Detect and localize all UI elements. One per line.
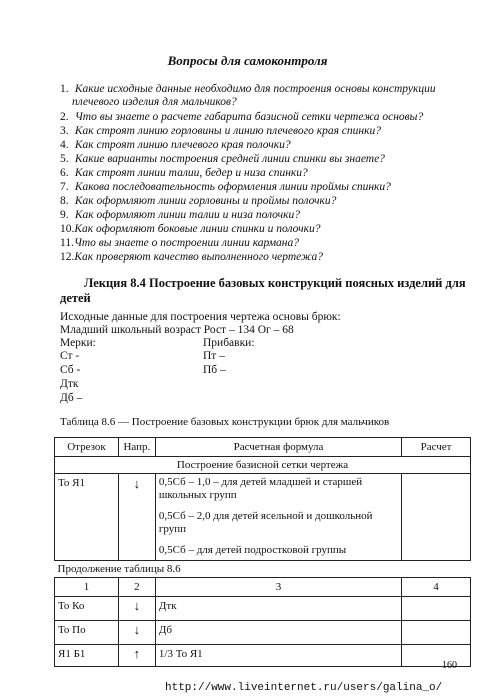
section-title: Вопросы для самоконтроля bbox=[167, 53, 328, 68]
segment-cell: То Я1 bbox=[55, 474, 119, 561]
question-item-continuation: плечевого изделия для мальчиков? bbox=[72, 96, 237, 108]
table-row bbox=[55, 597, 471, 621]
column-number-row bbox=[55, 578, 471, 597]
continuation-label: Продолжение таблицы 8.6 bbox=[55, 561, 471, 578]
arrow-down-icon: ↓ bbox=[118, 474, 155, 561]
arrow-up-icon: ↑ bbox=[118, 645, 155, 667]
column-number: 3 bbox=[155, 578, 401, 597]
calc-cell bbox=[402, 645, 471, 667]
table-caption: Таблица 8.6 — Построение базовых конструкции брюк для мальчиков bbox=[60, 416, 390, 428]
segment-cell: То Ко bbox=[55, 597, 119, 621]
column-header: Отрезок bbox=[55, 438, 119, 457]
lecture-heading: Лекция 8.4 Построение базовых конструкций поясных изделий для детей bbox=[60, 276, 466, 305]
column-header: Напр. bbox=[118, 438, 155, 457]
allowance-item: Пт – bbox=[203, 350, 225, 362]
arrow-down-icon: ↓ bbox=[118, 597, 155, 621]
table-row bbox=[55, 621, 471, 645]
footer-url: http://www.liveinternet.ru/users/galina_o/ bbox=[165, 682, 443, 694]
column-number: 4 bbox=[402, 578, 471, 597]
continuation-row bbox=[55, 561, 471, 578]
column-header: Расчет bbox=[402, 438, 471, 457]
formula-line: 0,5Сб – 1,0 – для детей младшей и старшей школьных групп bbox=[158, 476, 363, 501]
allowances-label: Прибавки: bbox=[203, 337, 255, 349]
construction-table bbox=[54, 437, 471, 667]
table-row bbox=[55, 474, 471, 561]
question-item: 12.Как проверяют качество выполненного чертежа? bbox=[60, 251, 324, 263]
intro-line: Исходные данные для построения чертежа основы брюк: bbox=[60, 311, 341, 323]
question-item: 7. Какова последовательность оформления линии проймы спинки? bbox=[60, 181, 391, 193]
measure-item: Дб – bbox=[60, 392, 83, 404]
segment-cell: Я1 Б1 bbox=[55, 645, 119, 667]
column-header: Расчетная формула bbox=[155, 438, 401, 457]
measure-item: Ст - bbox=[60, 350, 80, 362]
arrow-down-icon: ↓ bbox=[118, 621, 155, 645]
question-item: 9. Как оформляют линии талии и низа полочки? bbox=[60, 209, 301, 221]
calc-cell bbox=[402, 621, 471, 645]
allowance-item: Пб – bbox=[203, 364, 226, 376]
formula-cell bbox=[155, 474, 401, 561]
question-item: 3. Как строят линию горловины и линию плечевого края спинки? bbox=[60, 125, 381, 137]
question-item: 4. Как строят линию плечевого края полочки? bbox=[60, 139, 291, 151]
measure-item: Сб - bbox=[60, 364, 81, 376]
column-number: 1 bbox=[55, 578, 119, 597]
calc-cell bbox=[402, 597, 471, 621]
formula-line: 0,5Сб – для детей подростковой группы bbox=[158, 544, 347, 556]
question-item: 5. Какие варианты построения средней линии спинки вы знаете? bbox=[60, 153, 385, 165]
question-item: 11.Что вы знаете о построении линии кармана? bbox=[60, 237, 300, 249]
table-row bbox=[55, 645, 471, 667]
question-item: 8. Как оформляют линии горловины и проймы полочки? bbox=[60, 195, 337, 207]
question-item: 1. Какие исходные данные необходимо для построения основы конструкции bbox=[60, 83, 436, 95]
measures-label: Мерки: bbox=[60, 337, 96, 349]
measure-item: Дтк bbox=[60, 378, 79, 390]
calc-cell bbox=[402, 474, 471, 561]
section-label: Построение базисной сетки чертежа bbox=[55, 457, 471, 474]
table-section-row bbox=[55, 457, 471, 474]
table-header-row bbox=[55, 438, 471, 457]
page-number: 160 bbox=[442, 660, 457, 671]
intro-age-line: Младший школьный возраст Рост – 134 Ог – 68 bbox=[60, 324, 294, 336]
formula-cell: 1/3 То Я1 bbox=[155, 645, 401, 667]
formula-cell: Дб bbox=[155, 621, 401, 645]
formula-cell: Дтк bbox=[155, 597, 401, 621]
segment-cell: То По bbox=[55, 621, 119, 645]
question-item: 6. Как строят линии талии, бедер и низа спинки? bbox=[60, 167, 308, 179]
question-item: 10.Как оформляют боковые линии спинки и полочки? bbox=[60, 223, 321, 235]
question-item: 2. Что вы знаете о расчете габарита базисной сетки чертежа основы? bbox=[60, 111, 424, 123]
formula-line: 0,5Сб – 2,0 для детей ясельной и дошкольной групп bbox=[158, 510, 373, 535]
column-number: 2 bbox=[118, 578, 155, 597]
